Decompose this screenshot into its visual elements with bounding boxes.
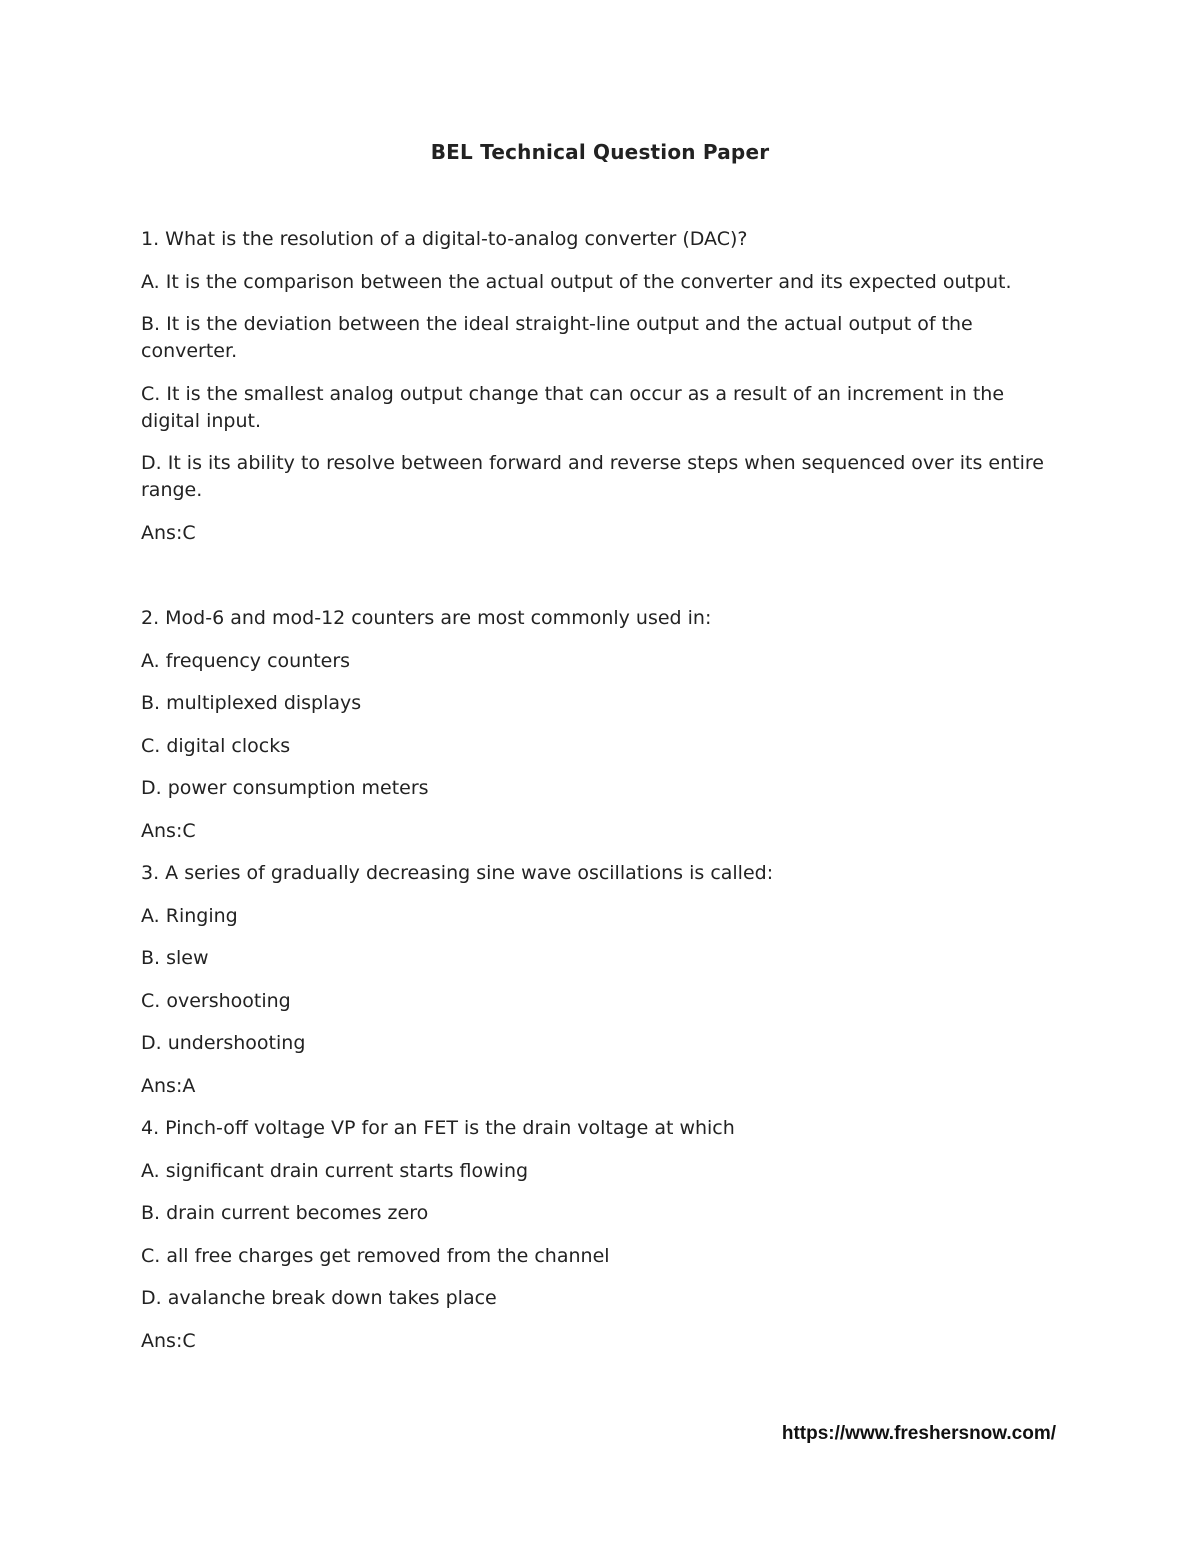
question-3: 3. A series of gradually decreasing sine wave oscillations is called: (141, 862, 774, 884)
question-2: 2. Mod-6 and mod-12 counters are most commonly used in: (141, 607, 712, 629)
question-2-option-a: A. frequency counters (141, 649, 351, 672)
question-3-option-c: C. overshooting (141, 989, 291, 1012)
question-2-option-d: D. power consumption meters (141, 777, 429, 799)
question-1-option-a: A. It is the comparison between the actual output of the converter and its expected output. (141, 270, 1012, 293)
question-4-option-d: D. avalanche break down takes place (141, 1287, 497, 1309)
footer-url-link[interactable]: https://www.freshersnow.com/ (781, 1423, 1056, 1444)
question-3-option-d: D. undershooting (141, 1032, 306, 1054)
question-3-option-b: B. slew (141, 947, 209, 969)
question-4-option-a: A. significant drain current starts flowing (141, 1159, 529, 1182)
question-4-option-c: C. all free charges get removed from the channel (141, 1244, 610, 1267)
question-1-option-d: D. It is its ability to resolve between forward and reverse steps when sequenced over its entire range. (141, 452, 1044, 501)
question-1-option-b: B. It is the deviation between the ideal straight-line output and the actual output of the converter. (141, 313, 973, 362)
question-2-option-c: C. digital clocks (141, 734, 291, 757)
question-2-answer: Ans:C (141, 819, 196, 842)
question-4-answer: Ans:C (141, 1329, 196, 1352)
question-1-option-c: C. It is the smallest analog output change that can occur as a result of an increment in the digital input. (141, 382, 1005, 432)
question-1: 1. What is the resolution of a digital-to-analog converter (DAC)? (141, 228, 748, 250)
question-2-option-b: B. multiplexed displays (141, 692, 362, 714)
question-3-option-a: A. Ringing (141, 904, 238, 927)
spacer (141, 562, 1061, 605)
question-list (141, 226, 1061, 1370)
page-title: BEL Technical Question Paper (430, 140, 770, 164)
question-3-answer: Ans:A (141, 1074, 196, 1097)
question-1-answer: Ans:C (141, 521, 196, 544)
question-4-option-b: B. drain current becomes zero (141, 1202, 429, 1224)
question-4: 4. Pinch-off voltage VP for an FET is the drain voltage at which (141, 1117, 735, 1139)
